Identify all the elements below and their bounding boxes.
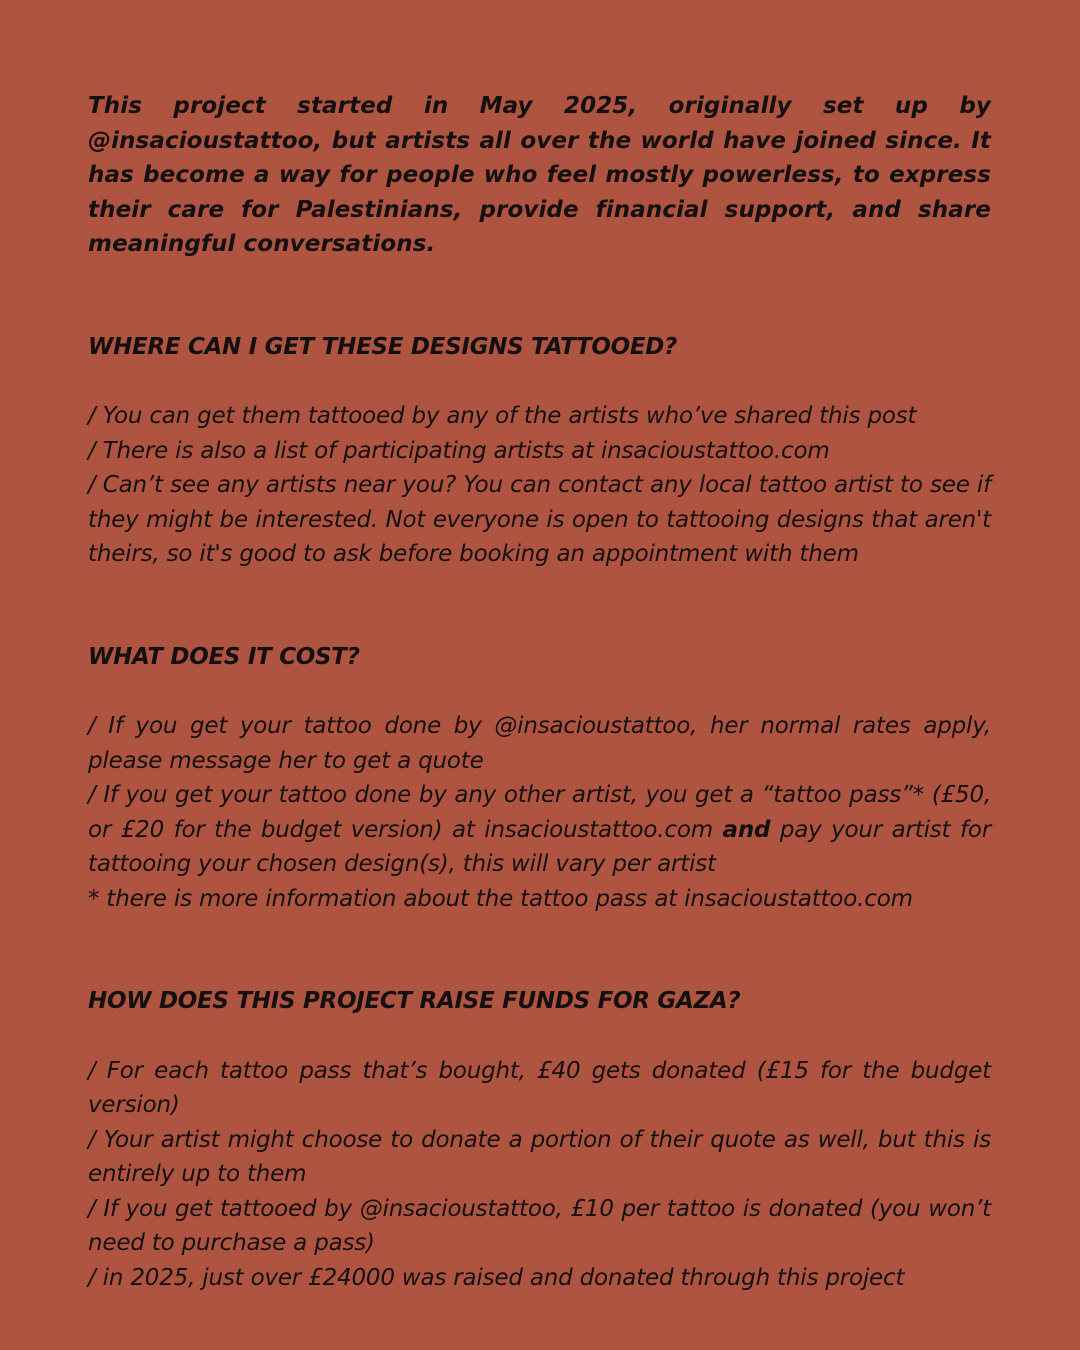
section-funds [88, 984, 991, 1295]
footnote: * there is more information about the tattoo pass at insacioustattoo.com [88, 885, 913, 912]
section-cost [88, 640, 991, 917]
intro-paragraph: This project started in May 2025, originally set up by @insacioustattoo, but artists all over the world have joined since. It has become a way for people who feel mostly powerless, to express their care for Palestinians, provide financial support, and share meaningful conversations. [88, 93, 991, 257]
section-heading: WHERE CAN I GET THESE DESIGNS TATTOOED? [88, 333, 678, 360]
list-item [88, 778, 991, 882]
emphasis-text: and [722, 816, 771, 843]
list-item: / Your artist might choose to donate a portion of their quote as well, but this is entirely up to them [88, 1126, 991, 1187]
list-item: / For each tattoo pass that’s bought, £40 gets donated (£15 for the budget version) [88, 1057, 991, 1118]
list-item-text: pay your artist for tattooing your chosen design(s), this will vary per artist [88, 816, 991, 877]
list-item: / Can’t see any artists near you? You can contact any local tattoo artist to see if they might be interested. Not everyone is open to tattooing designs that aren't theirs, so it's good to ask before booking an appointment with them [88, 472, 991, 567]
list-item: / There is also a list of participating artists at insacioustattoo.com [88, 437, 830, 464]
list-item: / You can get them tattooed by any of the artists who’ve shared this post [88, 403, 917, 429]
list-item-text: / If you get your tattoo done by any other artist, you get a “tattoo pass”* (£50, or £20 for the budget version) at insacioustattoo.com [88, 782, 991, 843]
list-item: / If you get your tattoo done by @insacioustattoo, her normal rates apply, please message her to get a quote [88, 713, 991, 774]
section-heading: WHAT DOES IT COST? [88, 643, 360, 670]
list-item: / If you get tattooed by @insacioustattoo, £10 per tattoo is donated (you won’t need to purchase a pass) [88, 1195, 991, 1256]
section-where [88, 330, 991, 572]
section-heading: HOW DOES THIS PROJECT RAISE FUNDS FOR GAZA? [88, 988, 741, 1014]
list-item: / in 2025, just over £24000 was raised and donated through this project [88, 1264, 905, 1291]
